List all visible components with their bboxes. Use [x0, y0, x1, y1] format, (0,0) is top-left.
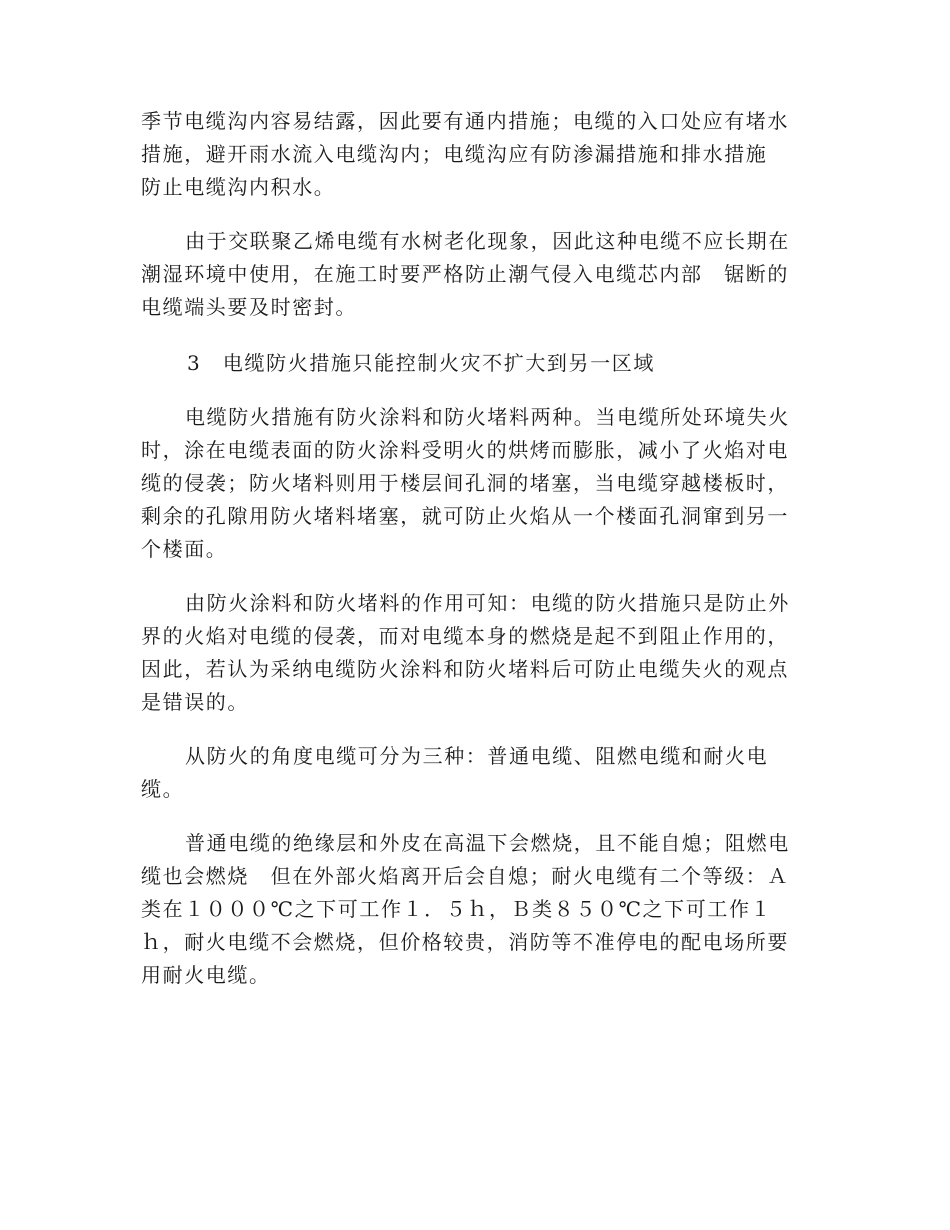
paragraph-xlpe-water-tree — [141, 225, 806, 324]
line: 季节电缆沟内容易结露，因此要有通内措施；电缆的入口处应有堵水 — [141, 109, 789, 133]
line: ｈ，耐火电缆不会燃烧，但价格较贵，消防等不准停电的配电场所要 — [141, 930, 789, 954]
line: 用耐火电缆。 — [141, 963, 271, 987]
line: 时，涂在电缆表面的防火涂料受明火的烘烤而膨胀，减小了火焰对电 — [141, 438, 789, 462]
paragraph-fire-measures — [141, 401, 806, 566]
line: 界的火焰对电缆的侵袭，而对电缆本身的燃烧是起不到阻止作用的， — [141, 624, 789, 648]
line: 由防火涂料和防火堵料的作用可知：电缆的防火措施只是防止外 — [185, 591, 790, 615]
line: 因此，若认为采纳电缆防火涂料和防火堵料后可防止电缆失火的观点 — [141, 657, 789, 681]
line: 是错误的。 — [141, 690, 249, 714]
line: 潮湿环境中使用，在施工时要严格防止潮气侵入电缆芯内部 锯断的 — [141, 262, 789, 286]
paragraph-fire-function — [141, 587, 806, 719]
line: 由于交联聚乙烯电缆有水树老化现象，因此这种电缆不应长期在 — [185, 229, 790, 253]
paragraph-cable-types — [141, 740, 806, 806]
line: 电缆端头要及时密封。 — [141, 295, 357, 319]
paragraph-cable-grades — [141, 827, 806, 992]
section-heading: 3 电缆防火措施只能控制火灾不扩大到另一区域 — [187, 351, 655, 375]
line: 类在１０００℃之下可工作１．５ｈ，Ｂ类８５０℃之下可工作１ — [141, 897, 773, 921]
line: 从防火的角度电缆可分为三种：普通电缆、阻燃电缆和耐火电 — [185, 744, 769, 768]
line: 防止电缆沟内积水。 — [141, 175, 336, 199]
line: 电缆防火措施有防火涂料和防火堵料两种。当电缆所处环境失火 — [185, 405, 790, 429]
line: 剩余的孔隙用防火堵料堵塞，就可防止火焰从一个楼面孔洞窜到另一 — [141, 504, 789, 528]
line: 缆。 — [141, 777, 185, 801]
paragraph-condensation — [141, 105, 806, 204]
line: 缆也会燃烧 但在外部火焰离开后会自熄；耐火电缆有二个等级：Ａ — [141, 864, 789, 888]
line: 普通电缆的绝缘层和外皮在高温下会燃烧，且不能自熄；阻燃电 — [185, 831, 790, 855]
line: 措施，避开雨水流入电缆沟内；电缆沟应有防渗漏措施和排水措施 — [141, 142, 768, 166]
line: 缆的侵袭；防火堵料则用于楼层间孔洞的堵塞，当电缆穿越楼板时， — [141, 471, 789, 495]
line: 个楼面。 — [141, 537, 228, 561]
document-page — [141, 105, 806, 992]
